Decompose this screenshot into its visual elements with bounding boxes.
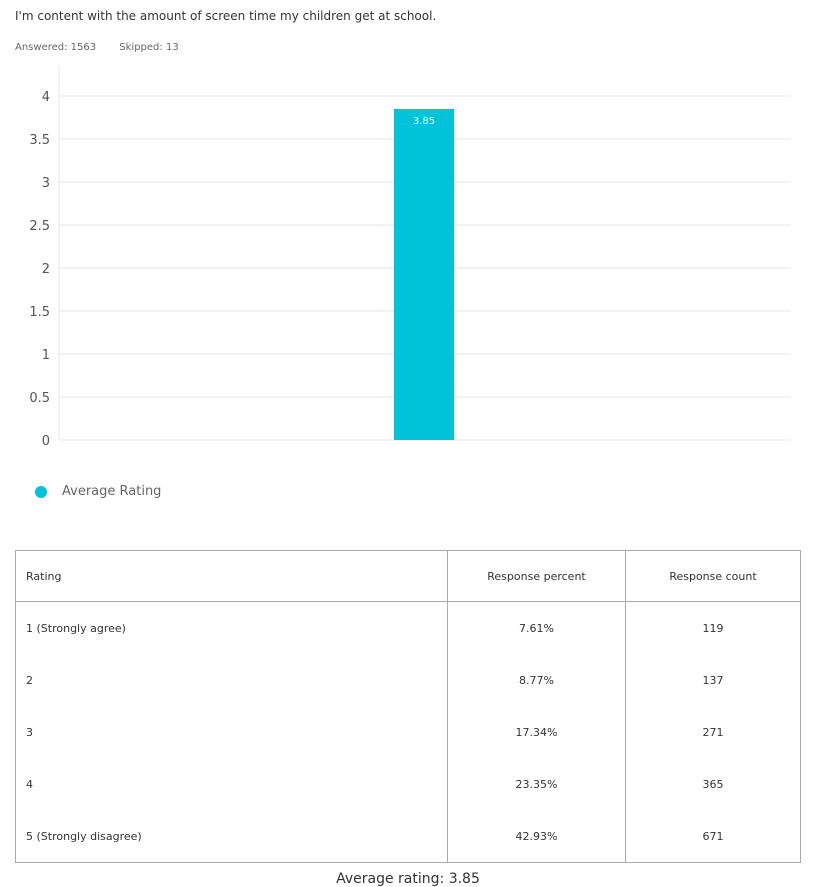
count-cell: 365 xyxy=(626,758,801,810)
table-row xyxy=(16,706,801,758)
rating-cell: 4 xyxy=(16,758,448,810)
response-stats xyxy=(15,42,199,53)
count-cell: 271 xyxy=(626,706,801,758)
y-tick-label: 3 xyxy=(41,176,50,191)
header-rating: Rating xyxy=(16,551,448,602)
legend-label: Average Rating xyxy=(62,484,162,499)
rating-results-table xyxy=(15,550,801,863)
average-rating-bar-chart xyxy=(0,60,816,460)
y-tick-label: 1 xyxy=(41,348,50,363)
table-header-row xyxy=(16,551,801,602)
count-cell: 119 xyxy=(626,602,801,655)
legend-swatch xyxy=(35,486,47,498)
y-tick-label: 4 xyxy=(41,90,50,105)
percent-cell: 8.77% xyxy=(448,654,626,706)
table-row xyxy=(16,602,801,655)
percent-cell: 7.61% xyxy=(448,602,626,655)
rating-cell: 5 (Strongly disagree) xyxy=(16,810,448,863)
rating-cell: 1 (Strongly agree) xyxy=(16,602,448,655)
y-tick-label: 3.5 xyxy=(29,133,50,148)
y-tick-label: 1.5 xyxy=(29,305,50,320)
count-cell: 137 xyxy=(626,654,801,706)
percent-cell: 23.35% xyxy=(448,758,626,810)
bar-data-label: 3.85 xyxy=(412,115,436,127)
answered-count: Answered: 1563 xyxy=(15,42,97,53)
table-row xyxy=(16,810,801,863)
header-response-count: Response count xyxy=(626,551,801,602)
rating-cell: 3 xyxy=(16,706,448,758)
y-tick-label: 2 xyxy=(41,262,50,277)
percent-cell: 17.34% xyxy=(448,706,626,758)
percent-cell: 42.93% xyxy=(448,810,626,863)
bar xyxy=(394,109,454,440)
rating-cell: 2 xyxy=(16,654,448,706)
question-text: I'm content with the amount of screen time my children get at school. xyxy=(15,9,437,23)
average-rating-summary: Average rating: 3.85 xyxy=(336,871,480,887)
table-row xyxy=(16,758,801,810)
y-tick-label: 2.5 xyxy=(29,219,50,234)
table-row xyxy=(16,654,801,706)
header-response-percent: Response percent xyxy=(448,551,626,602)
y-tick-label: 0.5 xyxy=(29,391,50,406)
skipped-count: Skipped: 13 xyxy=(119,42,179,53)
y-tick-label: 0 xyxy=(41,434,50,449)
count-cell: 671 xyxy=(626,810,801,863)
chart-legend xyxy=(35,484,161,499)
